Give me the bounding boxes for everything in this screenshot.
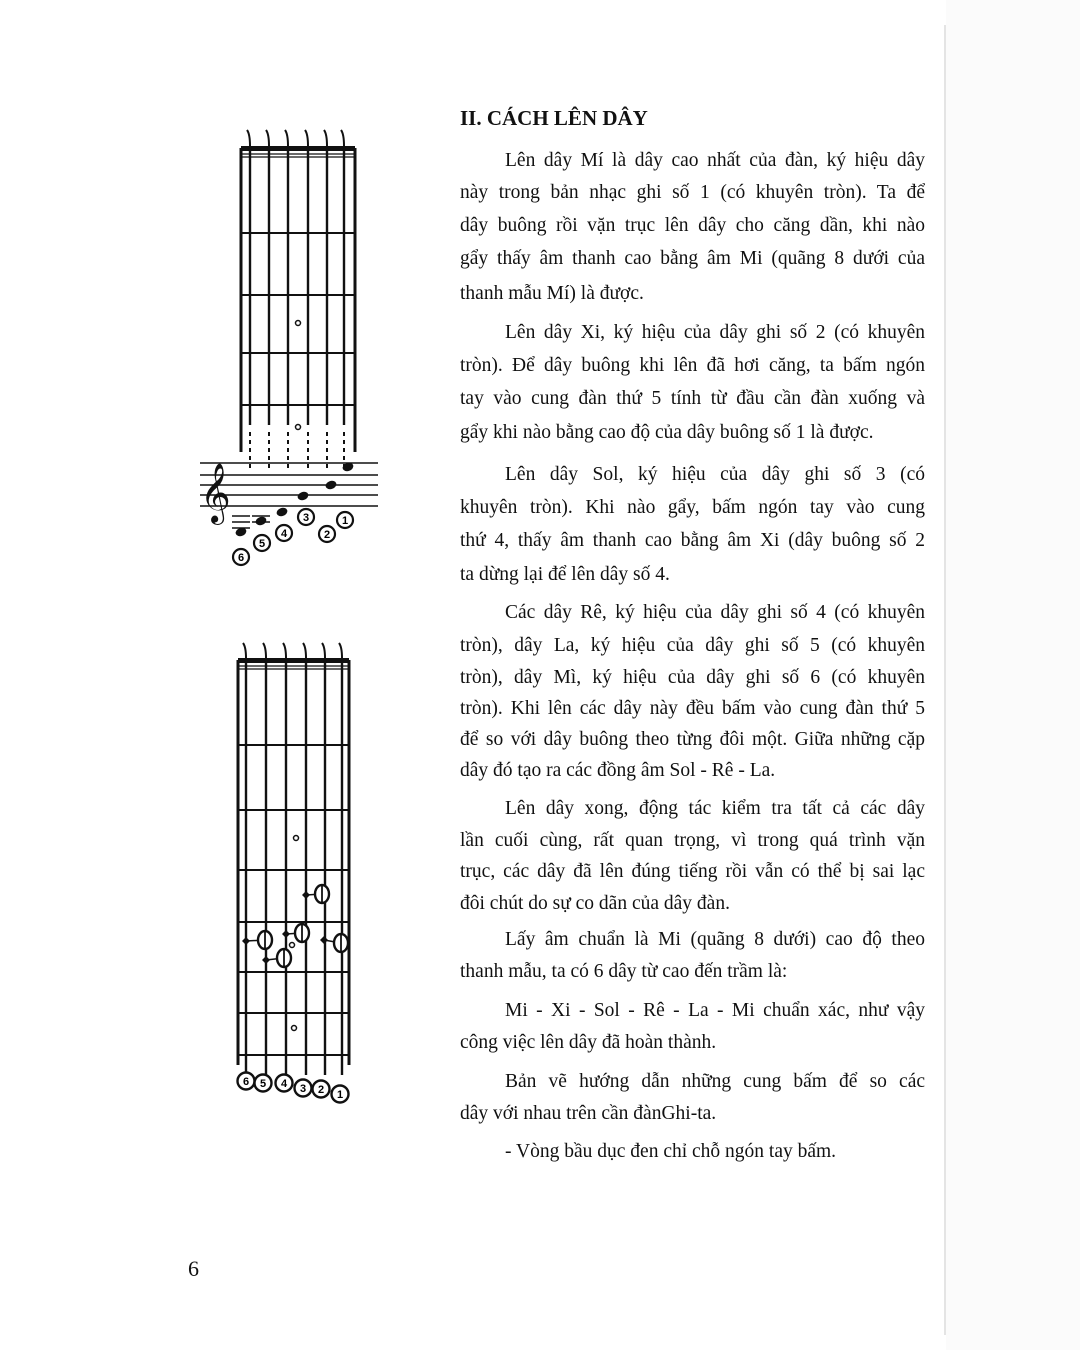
text-line: ta dừng lại để lên dây số 4. xyxy=(460,564,670,585)
text-line: đôi chút do sự co dãn của dây đàn. xyxy=(460,893,730,914)
section-heading: II. CÁCH LÊN DÂY xyxy=(460,106,648,130)
note-head xyxy=(275,506,288,517)
text-line: - Vòng bầu dục đen chỉ chỗ ngón tay bấm. xyxy=(505,1141,837,1162)
text-line: trục, các dây đã lên đúng tiếng rồi vẫn có thể bị sai lạc xyxy=(460,861,925,882)
string-number-label: 2 xyxy=(317,1084,325,1096)
string-number-label: 5 xyxy=(259,1078,267,1090)
position-marker-dot xyxy=(294,836,299,841)
text-line: thứ 4, thấy âm thanh cao bằng âm Xi (dây buông số 2 xyxy=(460,530,925,551)
text-line: gẩy khi nào bằng cao độ của dây buông số 1 là được. xyxy=(460,422,874,443)
page-number: 6 xyxy=(188,1256,199,1281)
text-line: dây buông rồi vặn trục lên dây cho căng dần, khi nào xyxy=(460,215,925,236)
tuning-peg xyxy=(322,643,325,658)
tuning-peg xyxy=(285,130,288,146)
fretboard-diagram-1 xyxy=(200,130,378,565)
tuning-peg xyxy=(339,643,342,658)
text-line: Bản vẽ hướng dẫn những cung bấm để so các xyxy=(505,1071,925,1092)
tuning-peg xyxy=(243,643,246,658)
text-line: thanh mẫu Mí) là được. xyxy=(460,283,644,304)
string-number-label: 4 xyxy=(280,1078,288,1090)
position-marker-dot xyxy=(292,1026,297,1031)
text-line: tròn), dây Mì, ký hiệu của dây ghi số 6 (có khuyên xyxy=(460,667,925,688)
position-marker-dot xyxy=(296,425,301,430)
text-line: khuyên tròn). Khi nào gẩy, bấm ngón tay vào cung xyxy=(460,497,925,518)
string-number-label: 5 xyxy=(258,538,266,550)
text-line: công việc lên dây đã hoàn thành. xyxy=(460,1032,717,1053)
position-marker-dot xyxy=(296,321,301,326)
string-number-label: 6 xyxy=(237,552,245,564)
fretboard-diagram-2 xyxy=(238,643,350,1103)
string-number-label: 4 xyxy=(280,528,288,540)
treble-clef-icon: 𝄞 xyxy=(200,463,231,523)
note-head xyxy=(324,479,337,490)
string-number-label: 6 xyxy=(242,1076,250,1088)
tuning-peg xyxy=(283,643,286,658)
tuning-peg xyxy=(341,130,344,146)
tuning-peg xyxy=(324,130,327,146)
note-head xyxy=(254,515,267,526)
text-line: để so với dây buông theo từng đôi một. Giữa những cặp xyxy=(460,729,925,750)
text-line: gẩy thấy âm thanh cao bằng âm Mi (quãng 8 dưới của xyxy=(460,248,925,269)
text-line: tay vào cung đàn thứ 5 tính từ đầu cần đàn xuống và xyxy=(460,388,925,409)
text-line: Lên dây Xi, ký hiệu của dây ghi số 2 (có khuyên xyxy=(505,322,925,343)
tuning-peg xyxy=(266,130,269,146)
string-number-label: 1 xyxy=(336,1089,344,1101)
tuning-peg xyxy=(247,130,250,146)
text-line: Lên dây xong, động tác kiểm tra tất cả các dây xyxy=(505,798,925,819)
tuning-peg xyxy=(303,643,306,658)
text-line: dây với nhau trên cần đànGhi-ta. xyxy=(460,1103,717,1124)
position-marker-dot xyxy=(290,943,295,948)
text-line: Lên dây Sol, ký hiệu của dây ghi số 3 (có xyxy=(505,464,925,485)
nut xyxy=(241,146,355,151)
string-number-label: 1 xyxy=(341,515,349,527)
text-line: tròn). Khi lên các dây này đều bấm vào cung đàn thứ 5 xyxy=(460,698,925,719)
text-line: tròn). Để dây buông khi lên đã hơi căng, ta bấm ngón xyxy=(460,355,925,376)
string-number-label: 2 xyxy=(323,529,331,541)
text-line: lần cuối cùng, rất quan trọng, vì trong quá trình vặn xyxy=(460,830,925,851)
text-line: tròn), dây La, ký hiệu của dây ghi số 5 (có khuyên xyxy=(460,635,925,656)
nut xyxy=(238,658,349,663)
text-line: Mi - Xi - Sol - Rê - La - Mi chuẩn xác, như vậy xyxy=(505,1000,925,1021)
text-line: thanh mẫu, ta có 6 dây từ cao đến trầm là: xyxy=(460,961,788,982)
tuning-peg xyxy=(305,130,308,146)
note-head xyxy=(296,490,309,501)
text-line: này trong bản nhạc ghi số 1 (có khuyên tròn). Ta để xyxy=(460,182,925,203)
text-line: Lên dây Mí là dây cao nhất của đàn, ký hiệu dây xyxy=(505,150,925,171)
text-line: Các dây Rê, ký hiệu của dây ghi số 4 (có khuyên xyxy=(505,602,925,623)
string-number-label: 3 xyxy=(299,1083,307,1095)
string-number-label: 3 xyxy=(302,512,310,524)
text-line: dây đó tạo ra các đồng âm Sol - Rê - La. xyxy=(460,760,776,781)
text-line: Lấy âm chuẩn là Mi (quãng 8 dưới) cao độ theo xyxy=(505,929,925,950)
tuning-peg xyxy=(263,643,266,658)
